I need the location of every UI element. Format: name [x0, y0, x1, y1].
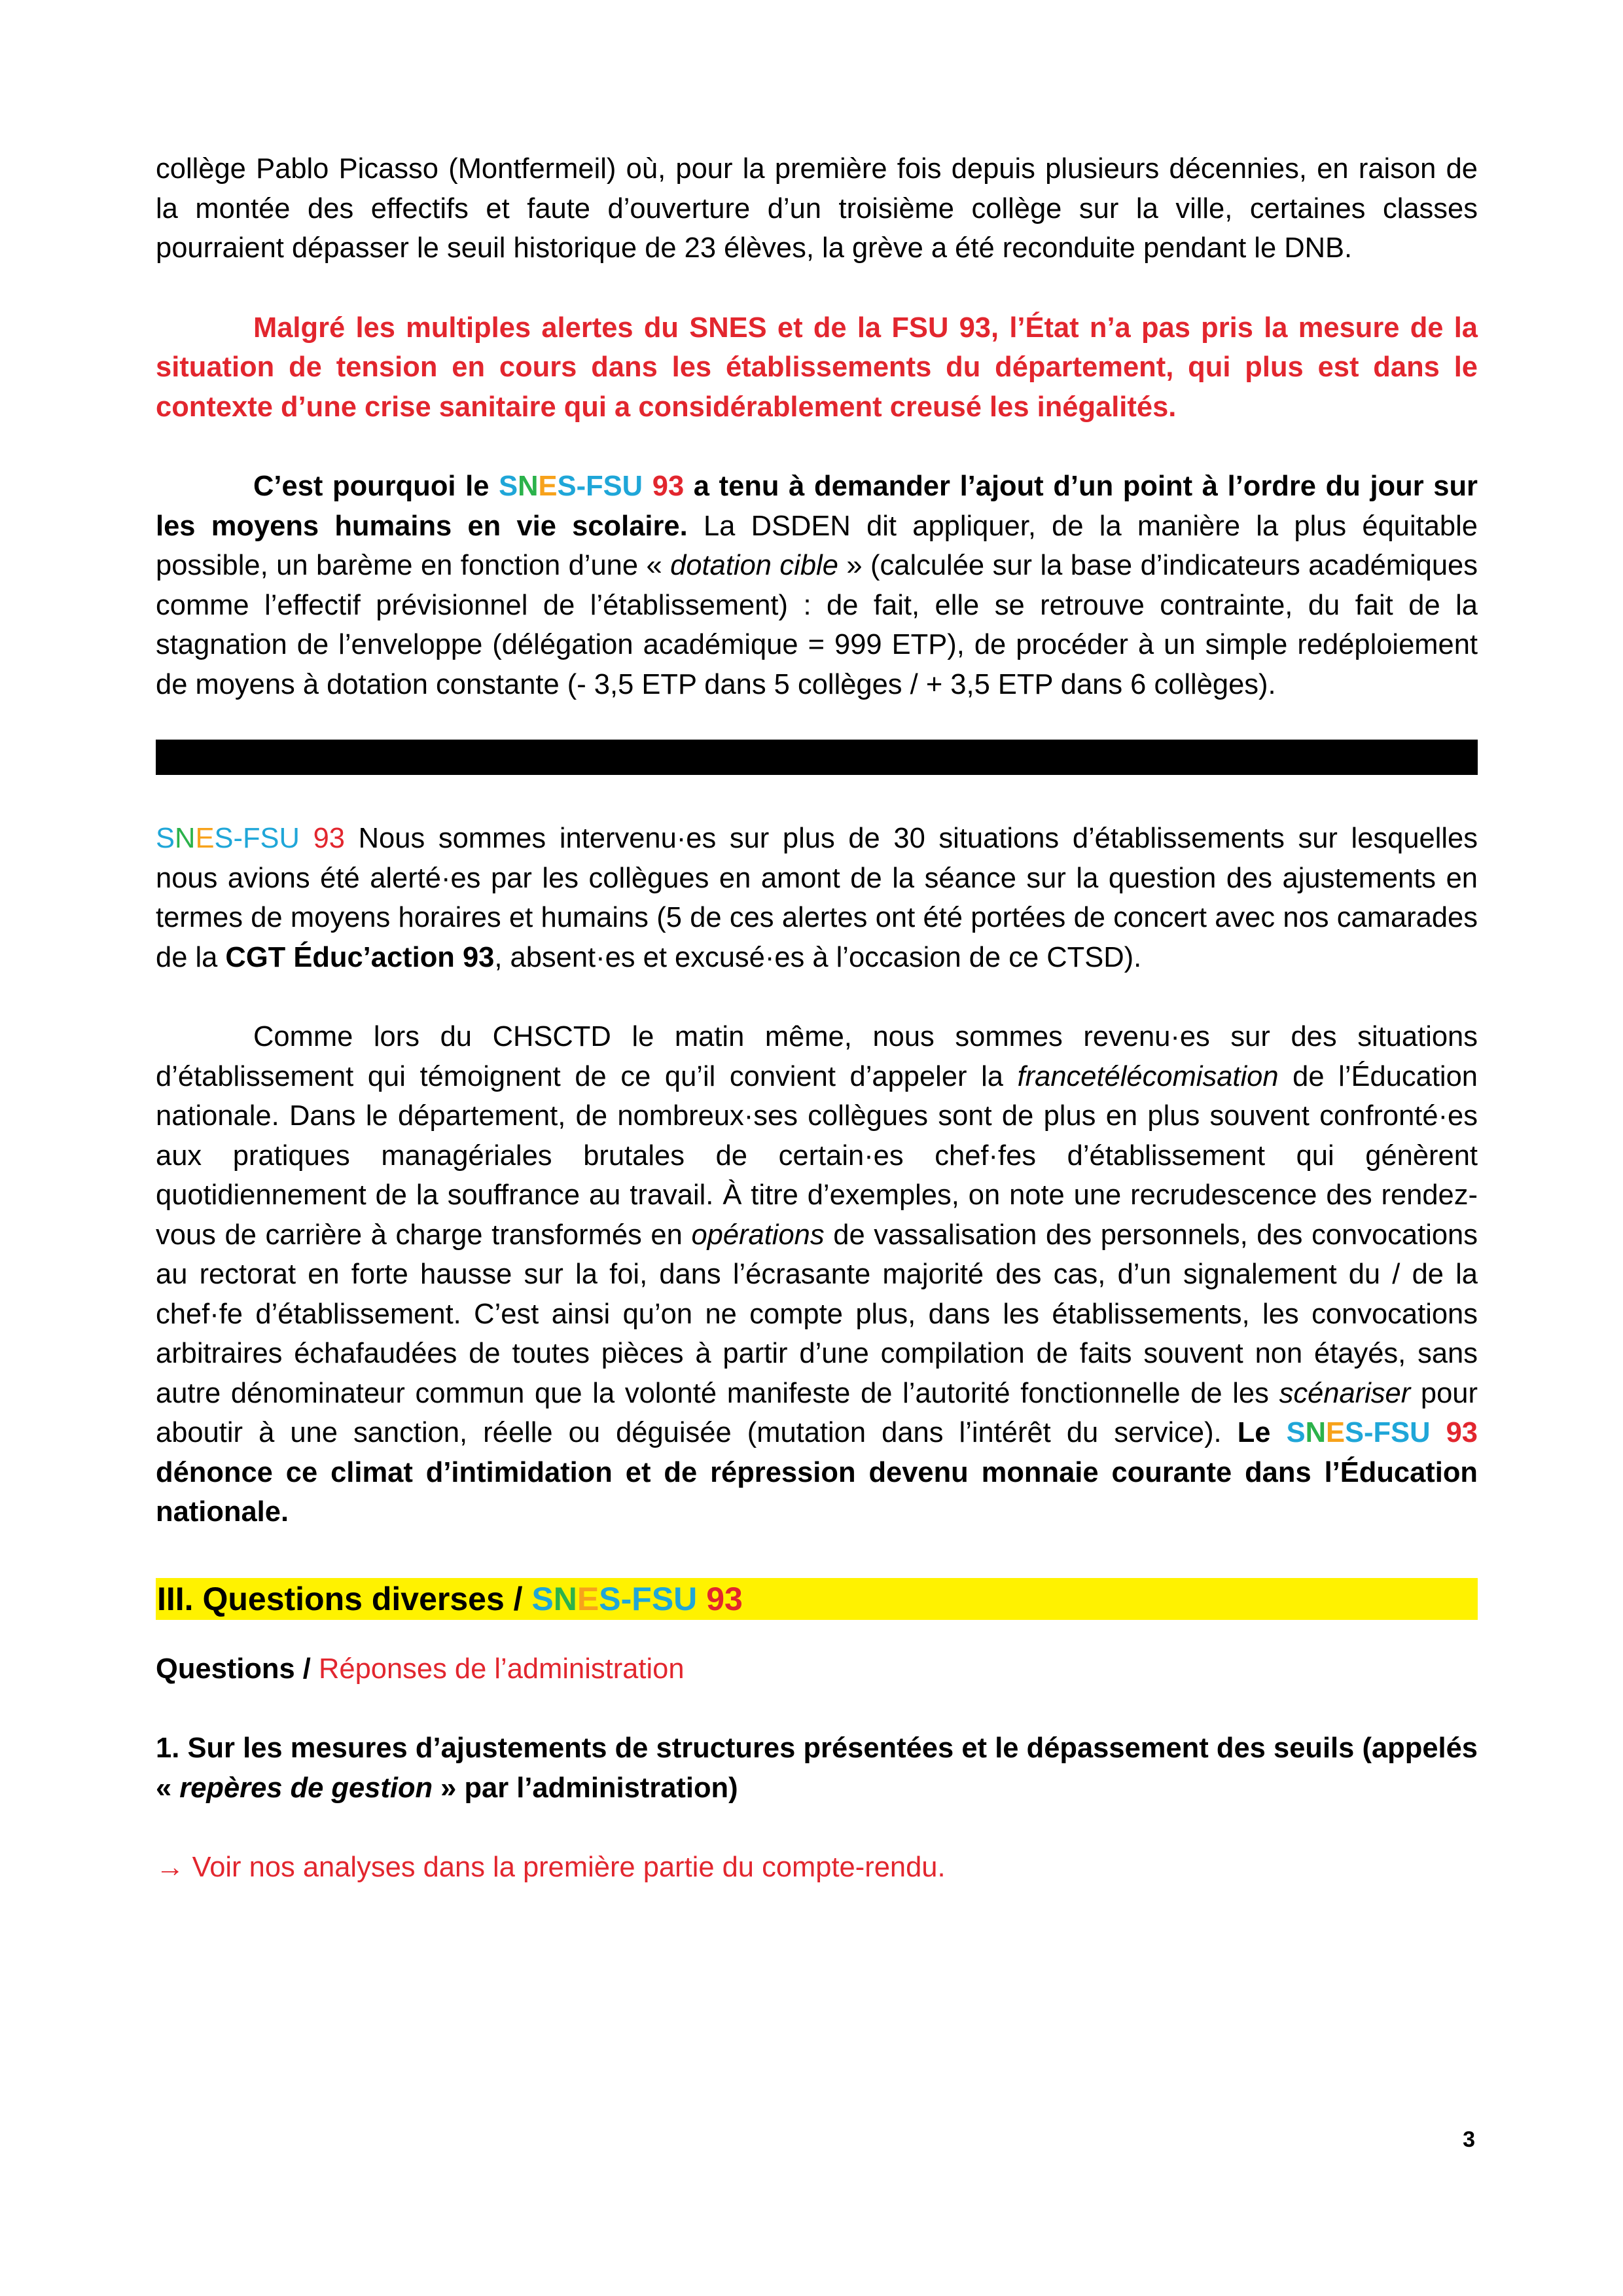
brand-snes-fsu: SNES-FSU 93: [1286, 1417, 1478, 1448]
paragraph-picasso: collège Pablo Picasso (Montfermeil) où, pour la première fois depuis plusieurs décennies, en raison de la montée des effectifs et faute d’ouverture d’un troisième collège sur la ville, certaines classes pourraient dépasser le seuil historique de 23 élèves, la grève a été reconduite pendant le DNB.: [156, 153, 1478, 264]
responses-label: Réponses de l’administration: [310, 1653, 685, 1685]
redaction-bar: [156, 740, 1478, 775]
bold-intro: C’est pourquoi le: [253, 471, 499, 502]
section-heading-questions-diverses: III. Questions diverses / SNES-FSU 93: [156, 1578, 1478, 1620]
document-body: [156, 149, 1478, 1888]
text-dsden: La DSDEN dit appliquer, de la manière la plus équitable possible, un barème en fonction d’une «: [156, 510, 1478, 581]
paragraph-interventions: [156, 819, 1478, 977]
answer-1: → Voir nos analyses dans la première partie du compte-rendu.: [156, 1852, 946, 1883]
italic-francetelecomisation: francetélécomisation: [1017, 1060, 1279, 1092]
page-number: 3: [1463, 2127, 1475, 2152]
paragraph-alert: Malgré les multiples alertes du SNES et de la FSU 93, l’État n’a pas pris la mesure de la situation de tension en cours dans les établissements du département, qui plus est dans le contexte d’une crise sanitaire qui a considérablement creusé les inégalités.: [156, 312, 1478, 423]
italic-operations: opérations: [691, 1219, 825, 1251]
brand-snes-fsu: SNES-FSU 93: [156, 823, 345, 854]
bold-cgt: CGT Éduc’action 93: [225, 941, 495, 973]
italic-dotation: dotation cible: [670, 550, 838, 581]
text-calcul: » (calculée sur la base d’indicateurs académiques comme l’effectif prévisionnel de l’établissement) : de fait, elle se retrouve contrainte, du fait de la stagnation de l’enveloppe (délégation académique = 999 ETP), de procéder à un simple redéploiement de moyens à dotation constante (- 3,5 ETP dans 5 collèges / + 3,5 ETP dans 6 collèges).: [156, 550, 1478, 700]
text-interventions: Nous sommes intervenu·es sur plus de 30 situations d’établissements sur lesquelles nous avions été alerté·es par les collègues en amont de la séance sur la question des ajustements en termes de moyens horaires et humains (5 de ces alertes ont été portées de concert avec nos camarades de la: [156, 823, 1478, 973]
text-ctsd: , absent·es et excusé·es à l’occasion de ce CTSD).: [494, 941, 1142, 973]
brand-snes-fsu: SNES-FSU 93: [531, 1580, 743, 1617]
paragraph-chsctd: Comme lors du CHSCTD le matin même, nous sommes revenu·es sur des situations d’établissement qui témoignent de ce qu’il convient d’appeler la francetélécomisation de l’Éducation nationale. Dans le département, de nombreux·ses collègues sont de plus en plus souvent confronté·es aux pratiques managériales brutales de certain·es chef·fes d’établissement qui génèrent quotidiennement de la souffrance au travail. À titre d’exemples, on note une recrudescence des rendez-vous de carrière à charge transformés en opérations de vassalisation des personnels, des convocations au rectorat en forte hausse sur la foi, dans l’écrasante majorité des cas, d’un signalement du / de la chef·fe d’établissement. C’est ainsi qu’on ne compte plus, dans les établissements, les convocations arbitraires échafaudées de toutes pièces à partir d’une compilation de faits souvent non étayés, sans autre dénominateur commun que la volonté manifeste de l’autorité fonctionnelle de les scénariser pour aboutir à une sanction, réelle ou déguisée (mutation dans l’intérêt du service). Le SNES-FSU 93 dénonce ce climat d’intimidation et de répression devenu monnaie courante dans l’Éducation nationale.: [156, 1021, 1478, 1528]
qa-legend: [156, 1649, 1478, 1689]
bold-demand: a tenu à demander l’ajout d’un point à l’ordre du jour sur les moyens humains en vie scolaire.: [156, 471, 1478, 542]
brand-snes-fsu: SNES-FSU 93: [499, 471, 685, 502]
question-1: 1. Sur les mesures d’ajustements de structures présentées et le dépassement des seuils (appelés « repères de gestion » par l’administration): [156, 1732, 1478, 1804]
questions-label: Questions /: [156, 1653, 311, 1685]
paragraph-vie-scolaire: [156, 467, 1478, 704]
italic-scenariser: scénariser: [1279, 1377, 1411, 1409]
italic-reperes: repères de gestion: [179, 1772, 433, 1804]
